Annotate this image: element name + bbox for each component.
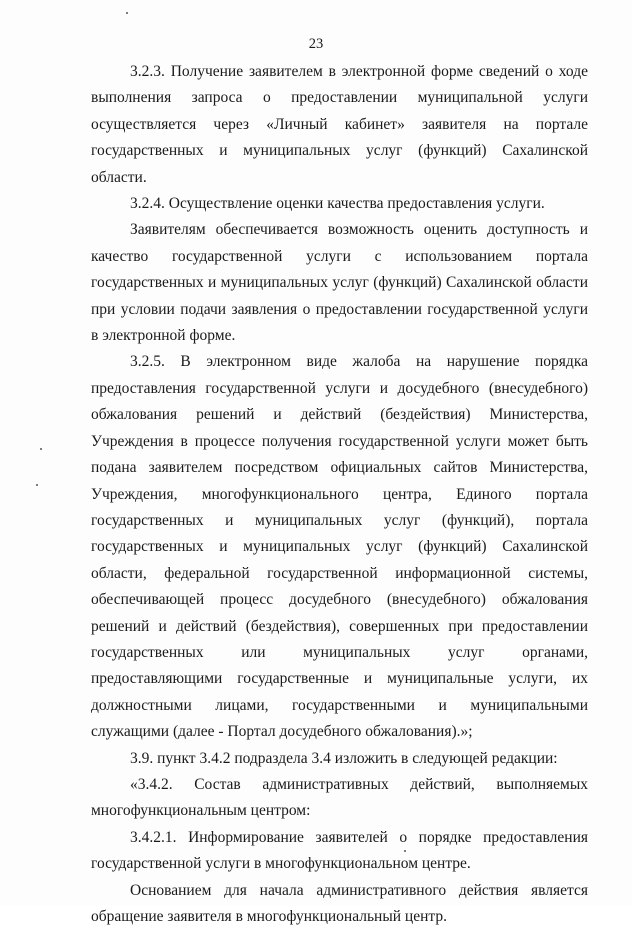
scan-speck	[36, 484, 38, 486]
scan-speck	[126, 12, 128, 14]
paragraph-3-9: 3.9. пункт 3.4.2 подраздела 3.4 изложить в следующей редакции:	[130, 749, 558, 767]
document-body	[91, 59, 588, 930]
paragraph-3-2-3: 3.2.3. Получение заявителем в электронной форме сведений о ходе выполнения запроса о предоставлении муниципальной услуги осуществляется через «Личный кабинет» заявителя на портале государственных и муниципальных услуг (функций) Сахалинской области.	[91, 63, 588, 186]
paragraph-3-2-4: 3.2.4. Осуществление оценки качества предоставления услуги.	[130, 195, 545, 213]
paragraph-quality-assessment: Заявителям обеспечивается возможность оценить доступность и качество государственной услуги с использованием портала государственных и муниципальных услуг (функций) Сахалинской области при условии подачи заявления о предоставлении государственной услуги в электронной форме.	[91, 221, 588, 345]
page-number: 23	[308, 36, 324, 52]
paragraph-basis: Основанием для начала административного действия является обращение заявителя в многофункциональный центр.	[91, 881, 588, 925]
scan-speck	[40, 448, 42, 450]
paragraph-3-4-2: «3.4.2. Состав административных действий, выполняемых многофункциональным центром:	[91, 775, 588, 820]
paragraph-3-2-5: 3.2.5. В электронном виде жалоба на нарушение порядка предоставления государственной услуги и досудебного (внесудебного) обжалования решений и действий (бездействия) Министерства, Учреждения в процессе получения государственной услуги может быть подана заявителем посредством официальных сайтов Министерства, Учреждения, многофункционального центра, Единого портала государственных и муниципальных услуг (функций), портала государственных и муниципальных услуг (функций) Сахалинской области, федеральной государственной информационной системы, обеспечивающей процесс досудебного (внесудебного) обжалования решений и действий (бездействия), совершенных при предоставлении государственных или муниципальных услуг органами, предоставляющими государственные и муниципальные услуги, их должностными лицами, государственными и муниципальными служащими (далее - Портал досудебного обжалования).»;	[91, 353, 588, 741]
scan-speck	[404, 850, 406, 852]
paragraph-3-4-2-1: 3.4.2.1. Информирование заявителей о порядке предоставления государственной услуги в многофункциональном центре.	[91, 828, 588, 873]
